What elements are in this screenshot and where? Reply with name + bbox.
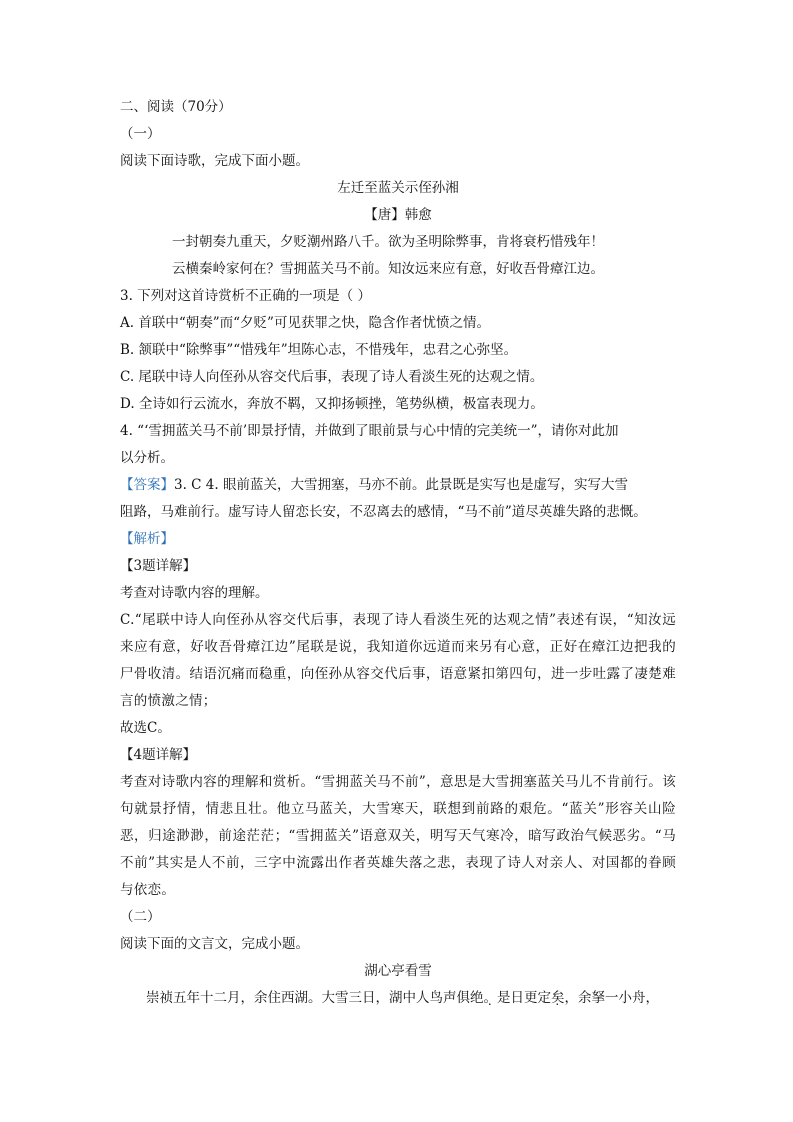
poem-title: 左迁至蓝关示侄孙湘	[337, 180, 459, 196]
detail-3-text-3: 故选C。	[120, 720, 171, 736]
prose-text-a: 崇祯五年十二月，余住西湖。大雪三日，湖中人鸟声俱	[146, 990, 470, 1006]
detail-4-text: 考查对诗歌内容的理解和赏析。“雪拥蓝关马不前”，意思是大雪拥塞蓝关马儿不肯前行。该句就景抒情，情悲且壮。他立马蓝关，大雪寒天，联想到前路的艰危。“蓝关”形容关山险恶，归途渺渺，前途茫茫；“雪拥蓝关”语意双关，明写天气寒冷，暗写政治气候恶劣。“马不前”其实是人不前，三字中流露出作者英雄失落之悲，表现了诗人对亲人、对国都的眷顾与依恋。	[120, 774, 676, 898]
section-title: 二、阅读（70分）	[120, 99, 232, 115]
detail-4-heading: 【4题详解】	[120, 747, 197, 763]
option-b: B. 颔联中“除弊事”“惜残年”坦陈心志，不惜残年，忠君之心弥坚。	[120, 342, 518, 358]
option-a: A. 首联中“朝奏”而“夕贬”可见获罪之快，隐含作者忧愤之情。	[120, 315, 490, 331]
question-4-line-1: 4. “‘雪拥蓝关马不前’即景抒情，并做到了眼前景与心中情的完美统一”，请你对此加	[120, 423, 619, 439]
prose-title: 湖心亭看雪	[364, 963, 432, 979]
poem-author: 【唐】韩愈	[364, 207, 432, 223]
detail-3-text-1: 考查对诗歌内容的理解。	[120, 585, 269, 601]
prose-text-c: 矣，余拏一小舟，	[551, 990, 659, 1006]
part1-label: （一）	[120, 126, 161, 142]
answer-text-1: 3. C 4. 眼前蓝关，大雪拥塞，马亦不前。此景既是实写也是虚写，实写大雪	[174, 477, 628, 493]
answer-line-1	[120, 472, 676, 499]
option-c: C. 尾联中诗人向侄孙从容交代后事，表现了诗人看淡生死的达观之情。	[120, 369, 544, 385]
prose-first-line	[120, 985, 676, 1012]
question-3-stem: 3. 下列对这首诗赏析不正确的一项是（ ）	[120, 288, 371, 304]
poem-line-1: 一封朝奏九重天，夕贬潮州路八千。欲为圣明除弊事，肯将衰朽惜残年！	[172, 234, 604, 250]
prose-text-b: 。是日更	[483, 990, 538, 1006]
part2-label: （二）	[120, 909, 161, 925]
part2-instruction: 阅读下面的文言文，完成小题。	[120, 936, 309, 952]
document-content	[120, 94, 676, 1012]
emphasis-char-2: 定 .	[538, 990, 552, 1006]
answer-tag: 【答案】	[120, 477, 174, 493]
analysis-tag: 【解析】	[120, 531, 174, 547]
poem-line-2: 云横秦岭家何在？雪拥蓝关马不前。知汝远来应有意，好收吾骨瘴江边。	[172, 261, 604, 277]
part1-instruction: 阅读下面诗歌，完成下面小题。	[120, 153, 309, 169]
option-d: D. 全诗如行云流水，奔放不羁，又抑扬顿挫，笔势纵横，极富表现力。	[120, 396, 544, 412]
emphasis-char-1: 绝 .	[470, 990, 484, 1006]
question-4-line-2: 以分析。	[120, 450, 174, 466]
answer-line-2: 阻路，马难前行。虚写诗人留恋长安，不忍离去的感情，“马不前”道尽英雄失路的悲慨。	[120, 504, 647, 520]
detail-3-heading: 【3题详解】	[120, 558, 197, 574]
detail-3-text-2: C.“尾联中诗人向侄孙从容交代后事，表现了诗人看淡生死的达观之情”表述有误，“知汝远来应有意，好收吾骨瘴江边”尾联是说，我知道你远道而来另有心意，正好在瘴江边把我的尸骨收清。结语沉痛而稳重，向侄孙从容交代后事，语意紧扣第四句，进一步吐露了凄楚难言的愤激之情；	[120, 612, 676, 709]
